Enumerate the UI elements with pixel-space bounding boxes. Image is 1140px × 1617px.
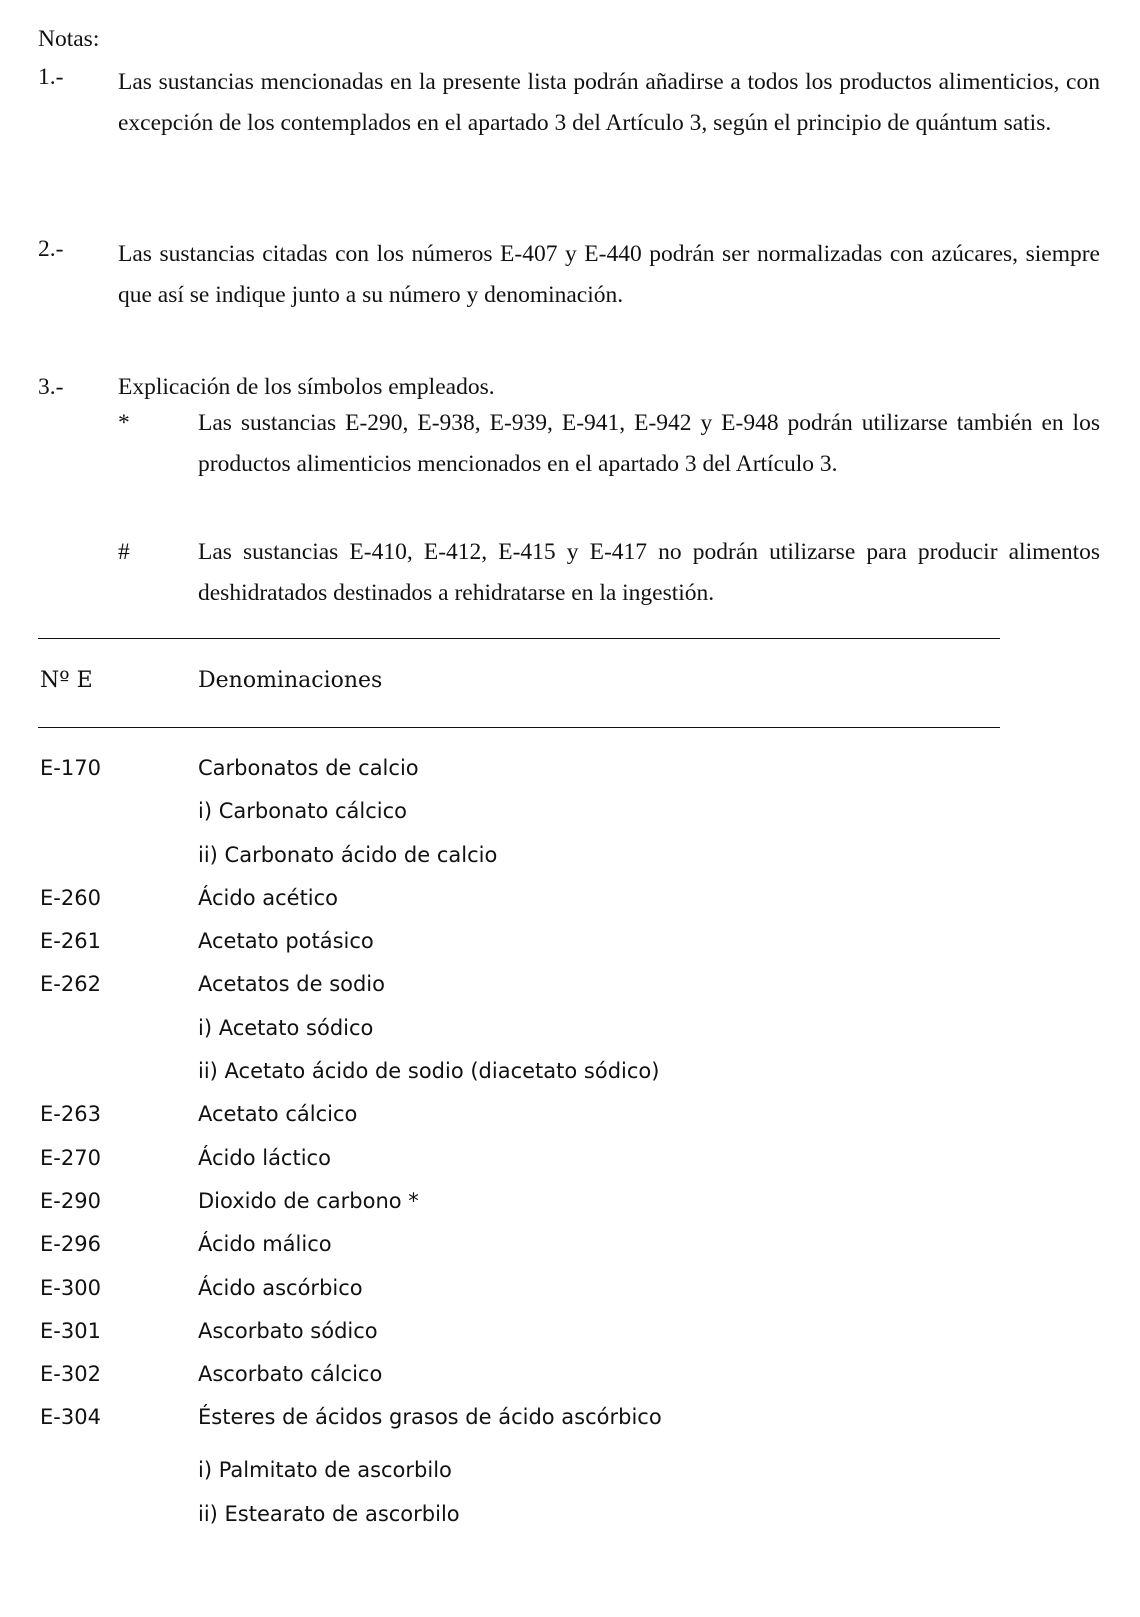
denomination: ii) Carbonato ácido de calcio [198, 842, 498, 867]
denomination: i) Palmitato de ascorbilo [198, 1458, 452, 1483]
denomination: ii) Acetato ácido de sodio (diacetato sódico) [198, 1059, 660, 1084]
table-row [0, 1499, 1140, 1542]
e-number: E-290 [40, 1188, 101, 1213]
e-number: E-300 [40, 1275, 101, 1300]
e-number: E-304 [40, 1405, 101, 1430]
table-row [0, 926, 1140, 969]
table-row [0, 753, 1140, 796]
table-row [0, 1316, 1140, 1359]
denomination: Ácido málico [198, 1232, 332, 1257]
column-header-number: Nº E [40, 668, 93, 693]
denomination: Acetato cálcico [198, 1102, 358, 1127]
symbol-explanation-text: Las sustancias E-410, E-412, E-415 y E-417 no podrán utilizarse para producir alimentos deshidratados destinados a rehidratarse en la ingestión. [198, 539, 1100, 606]
table-row [0, 1273, 1140, 1316]
table-top-rule [38, 638, 1000, 639]
denomination: Acetato potásico [198, 929, 374, 954]
denomination: Ácido ascórbico [198, 1275, 363, 1300]
column-header-denominations: Denominaciones [198, 668, 383, 693]
e-number: E-302 [40, 1362, 101, 1387]
note-number: 2.- [38, 236, 64, 262]
table-row [0, 1186, 1140, 1229]
denomination: Ascorbato cálcico [198, 1362, 383, 1387]
asterisk-symbol: * [118, 410, 130, 436]
note-number: 1.- [38, 64, 64, 90]
note-text: Explicación de los símbolos empleados. [118, 374, 495, 400]
denomination: Ésteres de ácidos grasos de ácido ascórbico [198, 1405, 662, 1430]
note-number: 3.- [38, 374, 64, 400]
denomination: Carbonatos de calcio [198, 756, 419, 780]
e-number: E-260 [40, 885, 101, 910]
e-number: E-262 [40, 972, 101, 997]
denomination: Ácido láctico [198, 1145, 331, 1170]
denomination: Ascorbato sódico [198, 1318, 378, 1343]
table-row [0, 1359, 1140, 1402]
table-header [0, 668, 1140, 704]
e-number: E-301 [40, 1318, 101, 1343]
e-number: E-170 [40, 756, 101, 780]
table-row [0, 1402, 1140, 1455]
table-row [0, 1455, 1140, 1498]
denomination: Ácido acético [198, 885, 339, 910]
denomination: ii) Estearato de ascorbilo [198, 1501, 460, 1526]
table-row [0, 883, 1140, 926]
table-row [0, 1229, 1140, 1272]
table-row [0, 1056, 1140, 1099]
e-number: E-296 [40, 1232, 101, 1257]
note-text: Las sustancias citadas con los números E-407 y E-440 podrán ser normalizadas con azúcares, siempre que así se indique junto a su número y denominación. [118, 241, 1100, 308]
table-row [0, 796, 1140, 839]
note-text: Las sustancias mencionadas en la presente lista podrán añadirse a todos los productos alimenticios, con excepción de los contemplados en el apartado 3 del Artículo 3, según el principio de quántum satis. [118, 69, 1100, 136]
table-row [0, 969, 1140, 1012]
symbol-explanation-text: Las sustancias E-290, E-938, E-939, E-941, E-942 y E-948 podrán utilizarse también en los productos alimenticios mencionados en el apartado 3 del Artículo 3. [198, 410, 1100, 477]
table-row [0, 1099, 1140, 1142]
denomination: i) Carbonato cálcico [198, 799, 408, 824]
denomination: Dioxido de carbono * [198, 1188, 419, 1213]
table-row [0, 840, 1140, 883]
table-body [0, 753, 1140, 1542]
denomination: i) Acetato sódico [198, 1015, 374, 1040]
denomination: Acetatos de sodio [198, 972, 385, 997]
notes-title: Notas: [38, 26, 100, 52]
table-row [0, 1143, 1140, 1186]
e-number: E-270 [40, 1145, 101, 1170]
e-number: E-263 [40, 1102, 101, 1127]
table-header-rule [38, 727, 1000, 728]
e-number: E-261 [40, 929, 101, 954]
hash-symbol: # [118, 539, 130, 565]
table-row [0, 1013, 1140, 1056]
